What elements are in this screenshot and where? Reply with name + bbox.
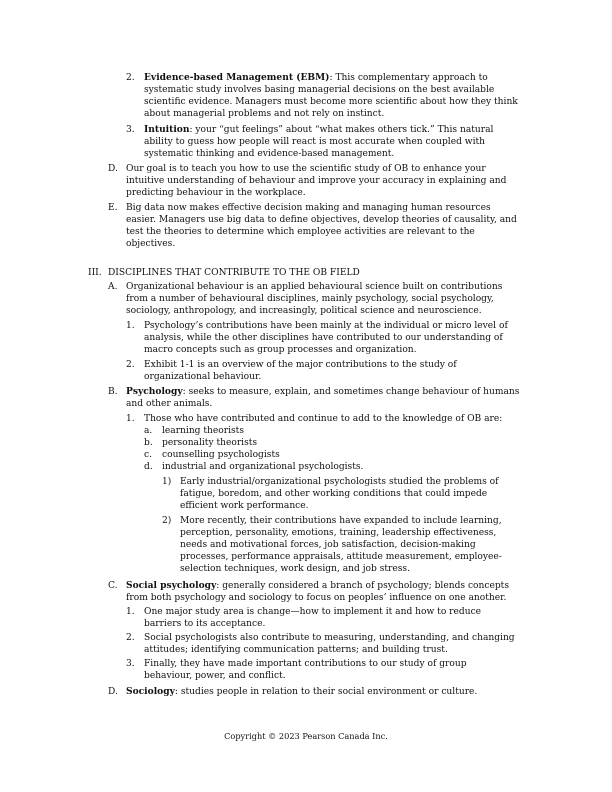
outline-text-line	[108, 267, 360, 279]
outline-text-line	[180, 527, 496, 539]
outline-marker: 2.	[126, 360, 135, 370]
line-text: test the theories to determine which employee activities are relevant to the	[126, 227, 475, 237]
outline-text-line	[144, 344, 417, 356]
bold-term: Intuition	[144, 124, 190, 135]
page-footer: Copyright © 2023 Pearson Canada Inc.	[224, 731, 388, 741]
outline-marker: III.	[88, 268, 102, 278]
outline-text-line	[144, 96, 518, 108]
line-text: One major study area is change—how to implement it and how to reduce	[144, 607, 482, 617]
outline-marker: A.	[108, 282, 118, 292]
outline-text-line	[144, 136, 485, 148]
outline-marker: 3.	[126, 125, 135, 135]
outline-text-line	[144, 413, 502, 425]
outline-marker: 1.	[126, 414, 135, 424]
outline-text-line	[126, 187, 306, 199]
line-text: easier. Managers use big data to define objectives, develop theories of causality, and	[126, 215, 517, 225]
outline-text-line	[144, 371, 261, 383]
outline-text-line	[126, 386, 519, 398]
outline-text-line	[126, 592, 506, 604]
outline-text-line	[144, 658, 467, 670]
outline-marker: D.	[108, 164, 118, 174]
line-text: scientific evidence. Managers must become more scientific about how they think	[144, 97, 518, 107]
line-text: selection techniques, work design, and job stress.	[180, 564, 410, 574]
outline-text-line	[126, 226, 475, 238]
line-text: macro concepts such as group processes and organization.	[144, 345, 417, 355]
line-text: barriers to its acceptance.	[144, 619, 266, 629]
outline-marker: d.	[144, 462, 153, 472]
outline-text-line	[126, 214, 517, 226]
line-text: counselling psychologists	[162, 450, 280, 460]
outline-text-line	[180, 500, 309, 512]
line-text: behaviour, power, and conflict.	[144, 671, 286, 681]
line-text: needs and motivational forces, job satisfaction, decision-making	[180, 540, 476, 550]
outline-text-line	[180, 515, 502, 527]
line-text: personality theorists	[162, 438, 258, 448]
outline-text-line	[144, 606, 481, 618]
line-text: DISCIPLINES THAT CONTRIBUTE TO THE OB FIELD	[108, 268, 360, 278]
outline-text-line	[126, 281, 502, 293]
outline-text-line	[180, 563, 410, 575]
line-text: Early industrial/organizational psychologists studied the problems of	[180, 477, 499, 487]
outline-text-line	[144, 148, 394, 160]
line-text: systematic study involves basing managerial decisions on the best available	[144, 85, 495, 95]
line-text: from a number of behavioural disciplines, mainly psychology, social psychology,	[126, 294, 494, 304]
outline-marker: 2.	[126, 633, 135, 643]
bold-term: Social psychology	[126, 580, 217, 591]
line-text: from both psychology and sociology to focus on peoples’ influence on one another.	[126, 593, 507, 603]
outline-text-line	[180, 476, 499, 488]
line-text: analysis, while the other disciplines have contributed to our understanding of	[144, 333, 503, 343]
line-text: about managerial problems and not rely on instinct.	[144, 109, 385, 119]
line-text: : generally considered a branch of psychology; blends concepts	[216, 581, 509, 591]
line-text: : studies people in relation to their social environment or culture.	[174, 687, 478, 697]
bold-term: Evidence-based Management (EBM)	[144, 72, 330, 83]
line-text: Exhibit 1-1 is an overview of the major contributions to the study of	[144, 360, 457, 370]
line-text: efficient work performance.	[180, 501, 309, 511]
outline-text-line	[126, 238, 175, 250]
outline-text-line	[126, 305, 482, 317]
line-text: Organizational behaviour is an applied behavioural science built on contributions	[126, 282, 503, 292]
line-text: perception, personality, emotions, training, leadership effectiveness,	[180, 528, 497, 538]
outline-text-line	[144, 332, 503, 344]
outline-text-line	[180, 488, 487, 500]
line-text: : your “gut feelings” about “what makes others tick.” This natural	[189, 125, 494, 135]
outline-text-line	[144, 84, 494, 96]
bold-term: Sociology	[126, 686, 175, 697]
outline-text-line	[144, 124, 493, 136]
outline-text-line	[162, 461, 363, 473]
line-text: Psychology’s contributions have been mainly at the individual or micro level of	[144, 321, 508, 331]
line-text: processes, performance appraisals, attitude measurement, employee-	[180, 552, 502, 562]
outline-text-line	[162, 449, 280, 461]
line-text: Big data now makes effective decision making and managing human resources	[126, 203, 491, 213]
line-text: predicting behaviour in the workplace.	[126, 188, 306, 198]
outline-marker: a.	[144, 426, 153, 436]
outline-marker: C.	[108, 581, 118, 591]
line-text: More recently, their contributions have expanded to include learning,	[180, 516, 502, 526]
line-text: Our goal is to teach you how to use the scientific study of OB to enhance your	[126, 164, 486, 174]
line-text: fatigue, boredom, and other working conditions that could impede	[180, 489, 488, 499]
line-text: : This complementary approach to	[329, 73, 488, 83]
outline-text-line	[144, 644, 448, 656]
outline-text-line	[162, 437, 257, 449]
outline-text-line	[144, 359, 457, 371]
outline-text-line	[126, 293, 494, 305]
outline-text-line	[126, 175, 506, 187]
outline-text-line	[126, 398, 212, 410]
outline-marker: b.	[144, 438, 153, 448]
outline-text-line	[144, 108, 384, 120]
line-text: attitudes; identifying communication patterns; and building trust.	[144, 645, 448, 655]
outline-marker: E.	[108, 203, 118, 213]
outline-marker: 2.	[126, 73, 135, 83]
outline-text-line	[180, 551, 502, 563]
outline-text-line	[144, 320, 508, 332]
outline-text-line	[144, 670, 286, 682]
outline-marker: 3.	[126, 659, 135, 669]
line-text: Finally, they have made important contributions to our study of group	[144, 659, 467, 669]
outline-text-line	[126, 202, 491, 214]
line-text: organizational behaviour.	[144, 372, 262, 382]
line-text: systematic thinking and evidence-based management.	[144, 149, 395, 159]
line-text: learning theorists	[162, 426, 245, 436]
outline-text-line	[126, 163, 486, 175]
line-text: : seeks to measure, explain, and sometimes change behaviour of humans	[182, 387, 520, 397]
line-text: industrial and organizational psychologists.	[162, 462, 364, 472]
outline-marker: 1)	[162, 477, 172, 487]
line-text: ability to guess how people will react is most accurate when coupled with	[144, 137, 485, 147]
outline-marker: 1.	[126, 321, 135, 331]
outline-marker: B.	[108, 387, 118, 397]
outline-text-line	[144, 632, 515, 644]
line-text: Social psychologists also contribute to measuring, understanding, and changing	[144, 633, 515, 643]
outline-text-line	[126, 580, 509, 592]
outline-marker: D.	[108, 687, 118, 697]
line-text: objectives.	[126, 239, 176, 249]
line-text: Those who have contributed and continue to add to the knowledge of OB are:	[144, 414, 503, 424]
outline-text-line	[162, 425, 244, 437]
line-text: intuitive understanding of behaviour and improve your accuracy in explaining and	[126, 176, 507, 186]
bold-term: Psychology	[126, 386, 183, 397]
outline-text-line	[144, 72, 488, 84]
outline-text-line	[180, 539, 476, 551]
line-text: sociology, anthropology, and increasingly, political science and neuroscience.	[126, 306, 482, 316]
outline-marker: c.	[144, 450, 152, 460]
outline-text-line	[126, 686, 477, 698]
outline-text-line	[144, 618, 265, 630]
line-text: and other animals.	[126, 399, 213, 409]
outline-marker: 1.	[126, 607, 135, 617]
outline-marker: 2)	[162, 516, 172, 526]
